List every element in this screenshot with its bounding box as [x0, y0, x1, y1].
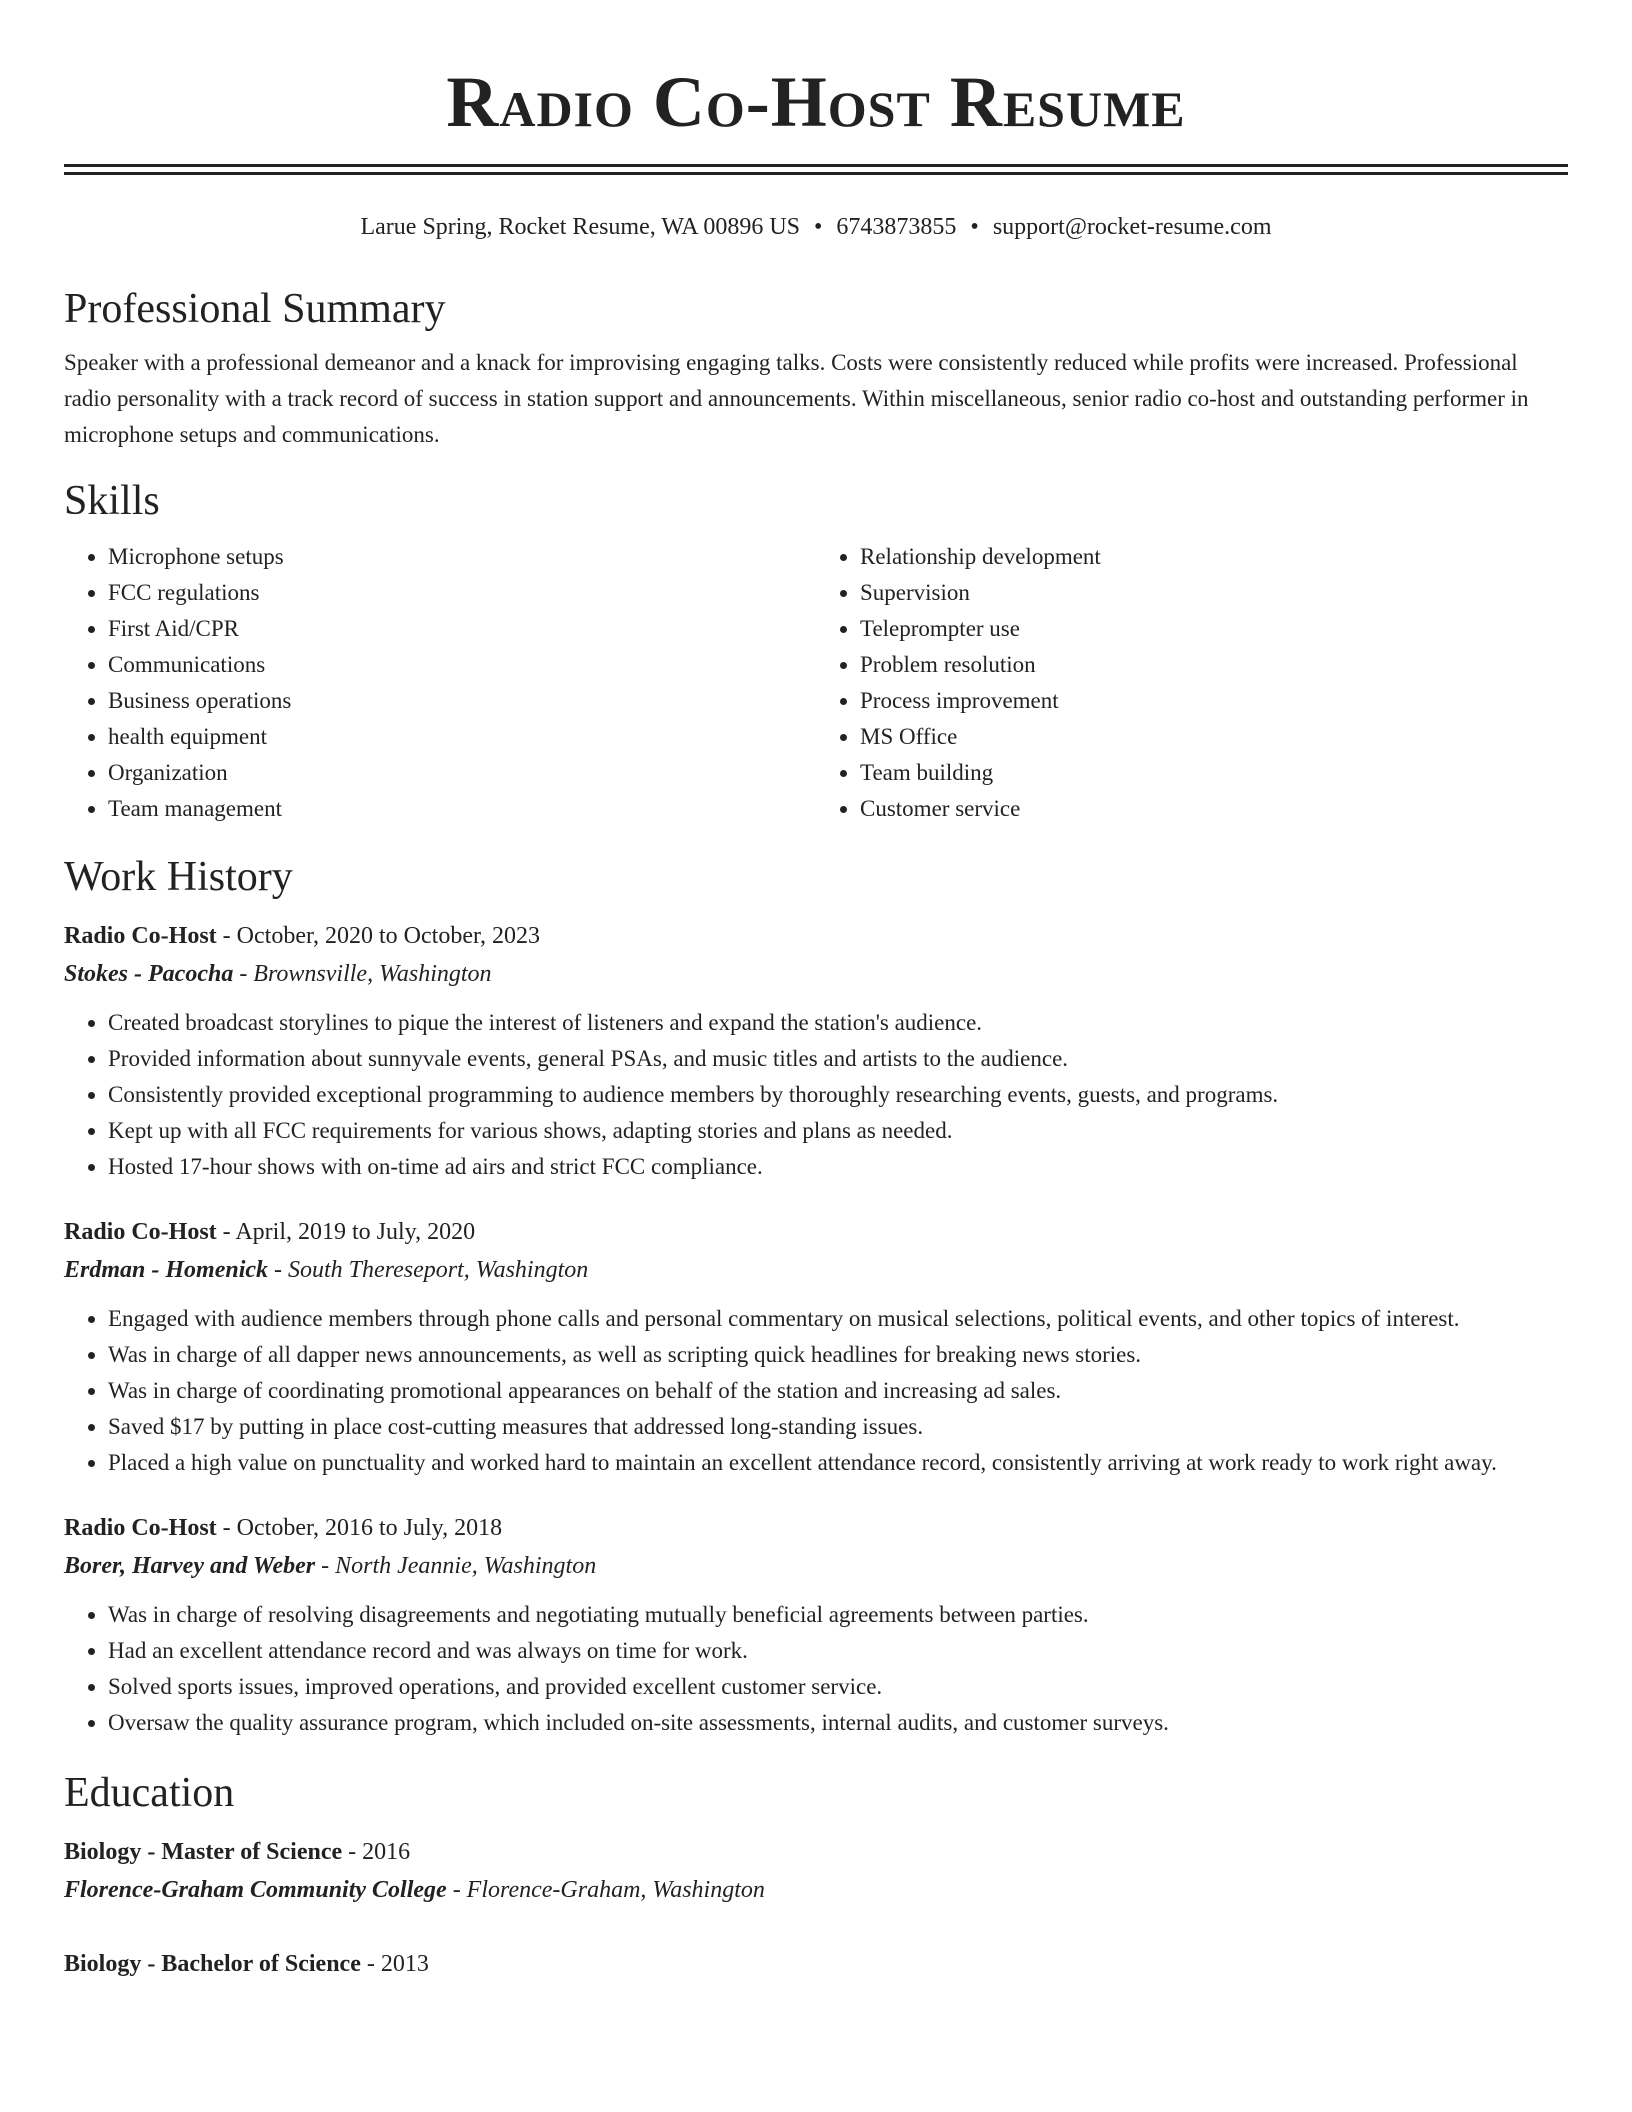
job-bullet: • Consistently provided exceptional programming to audience members by thoroughly researching events, guests, and programs. — [108, 1077, 1568, 1113]
skills-list-right — [816, 539, 1568, 827]
job-company: Borer, Harvey and Weber — [64, 1553, 316, 1579]
education-heading-line — [64, 1833, 1568, 1871]
job-title: Radio Co-Host — [64, 923, 217, 949]
job-entry — [64, 1509, 1568, 1741]
skill-item: • Relationship development — [860, 539, 1568, 575]
summary-heading: Professional Summary — [64, 286, 446, 332]
skill-item: • Team management — [108, 791, 816, 827]
education-section — [64, 1767, 1568, 1983]
job-bullet: • Was in charge of coordinating promotional appearances on behalf of the station and increasing ad sales. — [108, 1373, 1568, 1409]
job-title: Radio Co-Host — [64, 1219, 217, 1245]
job-bullet: • Oversaw the quality assurance program, which included on-site assessments, internal audits, and customer surveys. — [108, 1705, 1568, 1741]
skill-item: • Organization — [108, 755, 816, 791]
work-history-heading: Work History — [64, 854, 293, 900]
resume-page — [64, 0, 1568, 1983]
job-bullets — [64, 1005, 1568, 1185]
job-entry — [64, 917, 1568, 1185]
contact-separator: • — [814, 214, 823, 240]
job-company: Stokes - Pacocha — [64, 961, 234, 987]
job-bullet: • Solved sports issues, improved operations, and provided excellent customer service. — [108, 1669, 1568, 1705]
resume-title: Radio Co-Host Resume — [446, 62, 1186, 142]
skills-section — [64, 475, 1568, 827]
job-bullet: • Placed a high value on punctuality and worked hard to maintain an excellent attendance record, consistently arriving at work ready to work right away. — [108, 1445, 1568, 1481]
education-entry — [64, 1945, 1568, 1983]
skill-item: • Communications — [108, 647, 816, 683]
skill-item: • Teleprompter use — [860, 611, 1568, 647]
job-location: - North Jeannie, Washington — [315, 1553, 597, 1579]
skill-item: • health equipment — [108, 719, 816, 755]
skill-item: • Supervision — [860, 575, 1568, 611]
education-location: - Florence-Graham, Washington — [446, 1877, 765, 1903]
education-year: - 2016 — [342, 1839, 411, 1865]
skill-item: • Team building — [860, 755, 1568, 791]
education-school: Florence-Graham Community College — [64, 1877, 447, 1903]
skill-item: • MS Office — [860, 719, 1568, 755]
job-dates: - October, 2016 to July, 2018 — [216, 1515, 503, 1541]
skill-item: • FCC regulations — [108, 575, 816, 611]
skill-item: • Problem resolution — [860, 647, 1568, 683]
job-bullet: • Saved $17 by putting in place cost-cutting measures that addressed long-standing issues. — [108, 1409, 1568, 1445]
job-heading — [64, 1509, 1568, 1547]
summary-section — [64, 283, 1568, 453]
job-location: - Brownsville, Washington — [233, 961, 492, 987]
education-heading-line — [64, 1945, 1568, 1983]
title-divider-thin — [64, 172, 1568, 175]
education-degree: Biology - Bachelor of Science — [64, 1951, 361, 1977]
work-history-section — [64, 851, 1568, 1741]
contact-line — [64, 211, 1568, 243]
job-bullet: • Provided information about sunnyvale events, general PSAs, and music titles and artists to the audience. — [108, 1041, 1568, 1077]
job-bullet: • Hosted 17-hour shows with on-time ad airs and strict FCC compliance. — [108, 1149, 1568, 1185]
contact-separator: • — [970, 214, 979, 240]
job-heading — [64, 917, 1568, 955]
job-bullet: • Kept up with all FCC requirements for various shows, adapting stories and plans as needed. — [108, 1113, 1568, 1149]
job-location: - South Thereseport, Washington — [268, 1257, 589, 1283]
job-bullet: • Was in charge of resolving disagreements and negotiating mutually beneficial agreements between parties. — [108, 1597, 1568, 1633]
job-bullet: • Created broadcast storylines to pique the interest of listeners and expand the station's audience. — [108, 1005, 1568, 1041]
job-entry — [64, 1213, 1568, 1481]
job-title: Radio Co-Host — [64, 1515, 217, 1541]
job-dates: - April, 2019 to July, 2020 — [216, 1219, 476, 1245]
education-year: - 2013 — [360, 1951, 429, 1977]
education-degree: Biology - Master of Science — [64, 1839, 343, 1865]
job-bullets — [64, 1301, 1568, 1481]
job-employer — [64, 1547, 1568, 1585]
contact-phone: 6743873855 — [836, 214, 957, 240]
skill-item: • First Aid/CPR — [108, 611, 816, 647]
job-company: Erdman - Homenick — [64, 1257, 269, 1283]
job-bullets — [64, 1597, 1568, 1741]
job-bullet: • Was in charge of all dapper news announcements, as well as scripting quick headlines for breaking news stories. — [108, 1337, 1568, 1373]
job-employer — [64, 1251, 1568, 1289]
skills-columns — [64, 539, 1568, 827]
skills-heading: Skills — [64, 478, 160, 524]
contact-address: Larue Spring, Rocket Resume, WA 00896 US — [360, 214, 800, 240]
skill-item: • Customer service — [860, 791, 1568, 827]
education-heading: Education — [64, 1770, 235, 1816]
contact-email: support@rocket-resume.com — [992, 214, 1272, 240]
skill-item: • Business operations — [108, 683, 816, 719]
education-entry — [64, 1833, 1568, 1909]
skill-item: • Microphone setups — [108, 539, 816, 575]
job-dates: - October, 2020 to October, 2023 — [216, 923, 541, 949]
summary-text: Speaker with a professional demeanor and a knack for improvising engaging talks. Costs were consistently reduced while profits were increased. Professional radio personality with a track record of success in station support and announcements. Within miscellaneous, senior radio co-host and outstanding performer in microphone setups and communications. — [64, 350, 1529, 447]
skill-item: • Process improvement — [860, 683, 1568, 719]
job-bullet: • Engaged with audience members through phone calls and personal commentary on musical selections, political events, and other topics of interest. — [108, 1301, 1568, 1337]
job-heading — [64, 1213, 1568, 1251]
education-school-line — [64, 1871, 1568, 1909]
job-employer — [64, 955, 1568, 993]
job-bullet: • Had an excellent attendance record and was always on time for work. — [108, 1633, 1568, 1669]
skills-list-left — [64, 539, 816, 827]
